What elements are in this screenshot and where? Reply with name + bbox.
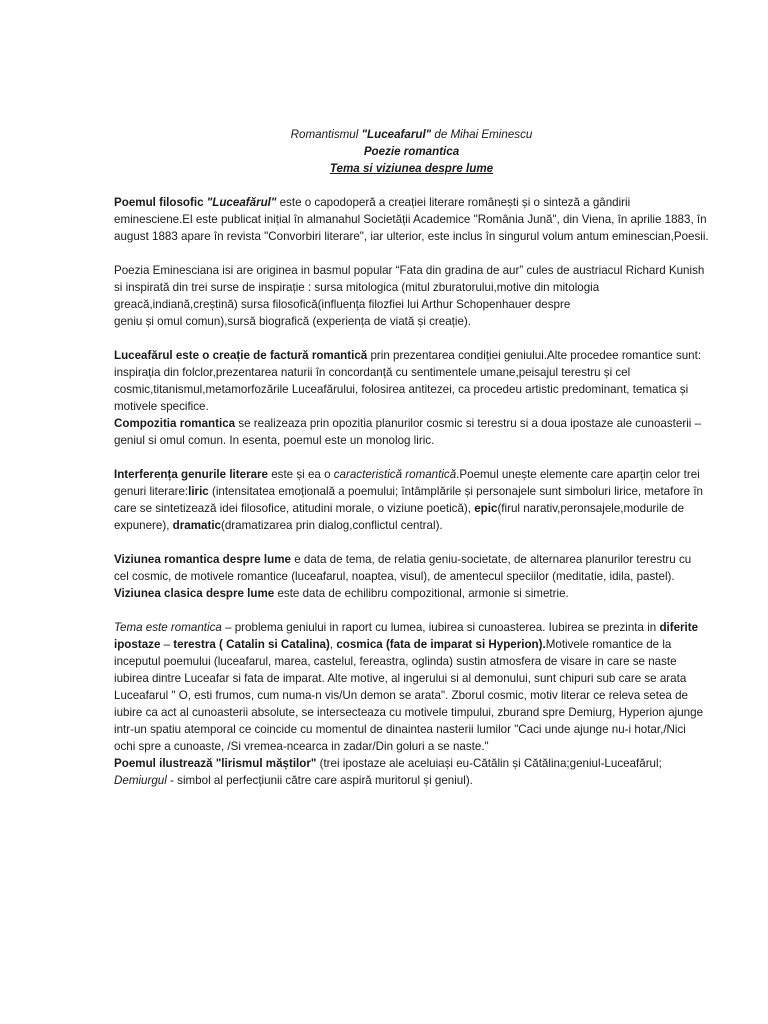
paragraph-genres: Interferența genurile literare este și ea o caracteristică romantică.Poemul unește elemente care aparțin celor trei genuri literare:liric (intensitatea emoțională a poemului; întâmplările și personajele sunt simboluri lirice, metafore în care se sintetizează idei filosofice, atitudini morale, o viziune poetică), epic(firul narativ,peronsajele,modurile de expunere), dramatic(dramatizarea prin dialog,conflictul central).	[114, 468, 704, 532]
paragraph-romantic-creation: Luceafărul este o creație de factură romantică prin prezentarea condiției geniului.Alte procedee romantice sunt: inspirația din folclor,prezentarea naturii în concordanță cu sentimentele umane,peisajul terestru și cel cosmic,titanismul,metamorfozările Luceafărului, folosirea antitezei, ca procedeu artistic predominant, tematica și motivele specifice. Compozitia romantica se realizeaza prin opozitia planurilor cosmic si terestru si a doua ipostaze ale cunoasterii – geniul si omul comun. In esenta, poemul este un monolog liric.	[114, 349, 702, 447]
paragraph-theme: Tema este romantica – problema geniului in raport cu lumea, iubirea si cunoasterea. Iubirea se prezinta in diferite ipostaze – terestra ( Catalin si Catalina), cosmica (fata de imparat si Hyperion).Motivele romantice de la inceputul poemului (luceafarul, marea, castelul, fereastra, oglinda) sustin atmosfera de visare in care se naste iubirea dintre Luceafar si fata de imparat. Alte motive, al ingerului si al demonului, sunt chipuri sub care se arata Luceafarul " O, esti frumos, cum numa-n vis/Un demon se arata". Zborul cosmic, motiv literar ce releva setea de iubire ca act al cunoasterii absolute, se intersecteaza cu motivele timpului, zburand spre Demiurg, Hyperion ajunge intr-un spatiu atemporal ce coincide cu momentul de dinaintea nasterii lumilor "Caci unde ajunge nu-i hotar,/Nici ochi spre a cunoaste, /Si vremea-ncearca in zadar/Din goluri a se naste." Poemul ilustrează "lirismul măștilor" (trei ipostaze ale aceluiași eu-Cătălin și Cătălina;geniul-Luceafărul; Demiurgul - simbol al perfecțiunii către care aspiră muritorul și geniul).	[114, 621, 704, 787]
paragraph-origin: Poezia Eminesciana isi are originea in basmul popular “Fata din gradina de aur” cules de austriacul Richard Kunish si inspirată din trei surse de inspirație : sursa mitologica (mitul zburatorului,motive din mitologia greacă,indiană,creștină) sursa filosofică(influența filozfiei lui Arthur Schopenhauer despre geniu și omul comun),sursă biografică (experiența de viată și creație).	[114, 264, 705, 328]
header-subtitle: Poezie romantica	[363, 145, 460, 158]
header-title-poem: "Luceafarul"	[361, 128, 432, 141]
paragraph-intro: Poemul filosofic "Luceafărul" este o capodoperă a creației literare românești și o sinteză a gândirii eminesciene.El este publicat inițial în almanahul Societății Academice "România Jună", din Viena, în aprilie 1883, în august 1883 apare în revista "Convorbiri literare", iar ulterior, este inclus în singurul volum antum eminescian,Poesii.	[114, 196, 709, 243]
header-title-line	[114, 126, 709, 143]
header-topic: Tema si viziunea despre lume	[329, 162, 494, 175]
document-page	[114, 126, 709, 789]
header-title-author: de Mihai Eminescu	[431, 128, 533, 141]
header-title-prefix: Romantismul	[290, 128, 362, 141]
document-header	[114, 126, 709, 177]
paragraph-vision: Viziunea romantica despre lume e data de tema, de relatia geniu-societate, de alternarea planurilor terestru cu cel cosmic, de motivele romantice (luceafarul, noaptea, visul), de amentecul speciilor (meditatie, idila, pastel). Viziunea clasica despre lume este data de echilibru compozitional, armonie si simetrie.	[114, 553, 692, 600]
